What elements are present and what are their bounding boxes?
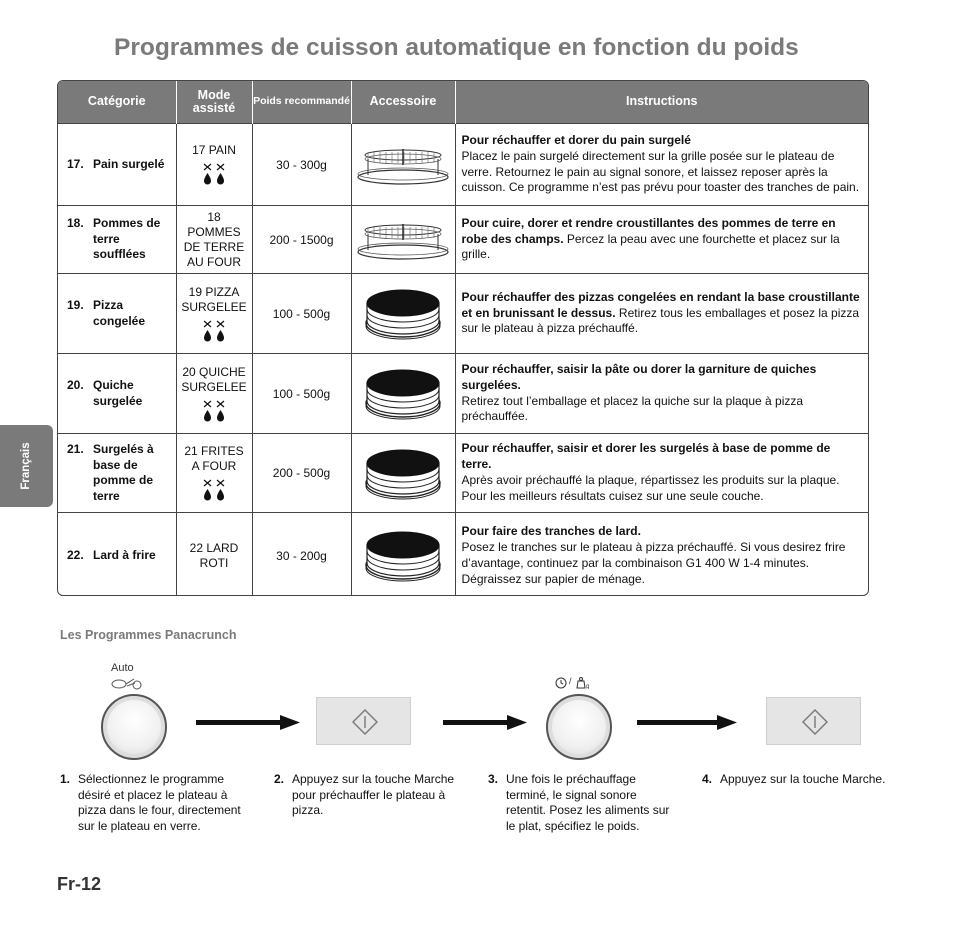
mode-line: 22 LARD — [189, 540, 239, 555]
category-cell — [58, 354, 176, 434]
step-3 — [488, 772, 680, 834]
category-name: Lard à frire — [93, 548, 156, 562]
arrow-icon — [637, 715, 737, 731]
clock-icon — [555, 677, 567, 689]
weight-icon — [575, 676, 591, 689]
drops-icon — [201, 399, 227, 423]
mode-line: 19 PIZZA — [188, 284, 240, 299]
mode-line: AU FOUR — [187, 254, 241, 269]
step-number: 2. — [274, 772, 285, 786]
weight-cell: 30 - 200g — [252, 513, 351, 597]
row-number: 19. — [67, 298, 84, 312]
pizza-plate-icon — [363, 443, 443, 501]
drops-icon — [201, 478, 227, 502]
instruction-heading: Pour faire des tranches de lard. — [461, 524, 641, 539]
accessory-cell — [351, 354, 455, 434]
mode-line: 21 FRITES — [184, 444, 244, 458]
instruction-heading: Pour réchauffer, saisir et dorer les surgelés à base de pomme de terre. — [461, 441, 831, 472]
language-tab-label: Français — [20, 442, 32, 490]
mode-cell — [176, 274, 252, 354]
instructions-cell — [455, 513, 868, 597]
weight-cell: 100 - 500g — [252, 354, 351, 434]
step-number: 3. — [488, 772, 499, 786]
weight-cell: 30 - 300g — [252, 124, 351, 206]
auto-label: Auto — [111, 662, 134, 674]
row-number: 20. — [67, 378, 84, 392]
instruction-heading: Pour réchauffer des pizzas congelées en rendant la base croustillante et en brunissant le dessus. — [461, 289, 860, 320]
grill-rack-icon — [354, 214, 452, 262]
instruction-text: Posez le tranches sur le plateau à pizza préchauffé. Si vous desirez frire d’avantage, continuez par la combinaison G1 400 W 1-4 minutes. Dégraissez sur papier de ménage. — [461, 539, 846, 586]
table-row — [58, 434, 868, 513]
category-name: Pommes de terre soufflées — [93, 216, 161, 262]
step-text: Sélectionnez le programme désiré et placez le plateau à pizza dans le four, directement sur le plateau en verre. — [78, 772, 241, 833]
step-4 — [702, 772, 902, 788]
mode-cell — [176, 354, 252, 434]
pizza-plate-icon — [363, 525, 443, 583]
pizza-plate-icon — [363, 363, 443, 421]
mode-line: DE TERRE — [183, 239, 245, 254]
instruction-text: Percez la peau avec une fourchette et placez sur la grille. — [461, 231, 840, 262]
category-name: Surgelés à base de pomme de terre — [93, 442, 154, 503]
accessory-cell — [351, 513, 455, 597]
instruction-heading: Pour cuire, dorer et rendre croustillantes des pommes de terre en robe des champs. — [461, 215, 836, 246]
mode-line: 20 QUICHE — [182, 364, 246, 379]
weight-cell: 200 - 500g — [252, 434, 351, 513]
mode-line: 18 — [207, 209, 221, 224]
page-number: Fr-12 — [57, 874, 102, 894]
accessory-cell — [351, 274, 455, 354]
category-cell — [58, 124, 176, 206]
arrow-icon — [196, 715, 300, 731]
panacrunch-heading: Les Programmes Panacrunch — [60, 628, 237, 642]
accessory-cell — [351, 434, 455, 513]
table-header-row — [58, 81, 868, 124]
category-cell — [58, 513, 176, 597]
step-text: Appuyez sur la touche Marche. — [720, 772, 886, 786]
instructions-cell — [455, 124, 868, 206]
category-name: Pain surgelé — [93, 156, 165, 171]
instruction-heading: Pour réchauffer, saisir la pâte ou dorer la garniture de quiches surgelées. — [461, 361, 817, 392]
row-number: 22. — [67, 548, 84, 562]
start-icon — [802, 709, 828, 735]
instruction-text: Placez le pain surgelé directement sur la grille posée sur le plateau de verre. Retournez le pain au signal sonore, et laissez reposer après la cuisson. Ce programme n’est pas prévu pour toaster des tranches de pain. — [461, 148, 860, 195]
mode-cell — [176, 206, 252, 274]
mode-line: SURGELEE — [181, 379, 247, 394]
instruction-heading: Pour réchauffer et dorer du pain surgelé — [461, 132, 691, 147]
step-1 — [60, 772, 245, 834]
food-icon — [110, 674, 144, 692]
weight-cell: 200 - 1500g — [252, 206, 351, 274]
instruction-text: Retirez tout l’emballage et placez la quiche sur la plaque à pizza préchauffée. — [461, 393, 804, 424]
instruction-text: Retirez tous les emballages et posez la pizza sur le plateau à pizza préchauffé. — [461, 305, 860, 336]
header-mode: Mode assisté — [176, 81, 252, 124]
accessory-cell — [351, 124, 455, 206]
drops-icon — [201, 162, 227, 186]
mode-cell — [176, 124, 252, 206]
start-button[interactable] — [316, 697, 411, 745]
timer-weight-dial[interactable] — [546, 694, 612, 760]
row-number: 21. — [67, 442, 84, 456]
category-cell — [58, 206, 176, 274]
header-instructions: Instructions — [455, 81, 868, 124]
instructions-cell — [455, 354, 868, 434]
svg-text:g: g — [586, 684, 590, 689]
header-category: Catégorie — [58, 81, 176, 124]
category-cell — [58, 434, 176, 513]
category-name: Pizza congelée — [93, 298, 146, 328]
arrow-icon — [443, 715, 527, 731]
timer-separator: / — [569, 676, 572, 686]
mode-cell — [176, 434, 252, 513]
table-row — [58, 513, 868, 597]
row-number: 17. — [67, 156, 84, 171]
header-accessory: Accessoire — [351, 81, 455, 124]
step-text: Une fois le préchauffage terminé, le signal sonore retentit. Posez les aliments sur le plat, spécifiez le poids. — [506, 772, 670, 833]
weight-cell: 100 - 500g — [252, 274, 351, 354]
language-tab — [0, 425, 53, 507]
instructions-cell — [455, 206, 868, 274]
instruction-text: Après avoir préchauffé la plaque, répartissez les produits sur la plaque. Pour les meilleurs résultats cuisez sur une seule couche. — [461, 473, 840, 503]
drops-icon — [201, 319, 227, 343]
instructions-cell — [455, 274, 868, 354]
auto-dial[interactable] — [101, 694, 167, 760]
header-weight: Poids recommandé — [252, 81, 351, 124]
pizza-plate-icon — [363, 283, 443, 341]
accessory-cell — [351, 206, 455, 274]
mode-cell — [176, 513, 252, 597]
step-2 — [274, 772, 469, 819]
start-icon — [352, 709, 378, 735]
mode-line: POMMES — [187, 224, 241, 239]
step-text: Appuyez sur la touche Marche pour préchauffer le plateau à pizza. — [292, 772, 455, 817]
table-row — [58, 206, 868, 274]
category-name: Quiche surgelée — [93, 378, 143, 408]
programs-table — [57, 80, 869, 596]
start-button-2[interactable] — [766, 697, 861, 745]
mode-line: ROTI — [199, 555, 229, 570]
table-row — [58, 274, 868, 354]
table-row — [58, 124, 868, 206]
mode-line: 17 PAIN — [192, 143, 236, 157]
category-cell — [58, 274, 176, 354]
mode-line: SURGELEE — [181, 299, 247, 314]
mode-line: A FOUR — [191, 459, 237, 473]
row-number: 18. — [67, 216, 84, 231]
page-title: Programmes de cuisson automatique en fonction du poids — [114, 34, 799, 61]
table-row — [58, 354, 868, 434]
step-number: 4. — [702, 772, 713, 786]
step-number: 1. — [60, 772, 71, 786]
instructions-cell — [455, 434, 868, 513]
grill-rack-icon — [354, 139, 452, 187]
